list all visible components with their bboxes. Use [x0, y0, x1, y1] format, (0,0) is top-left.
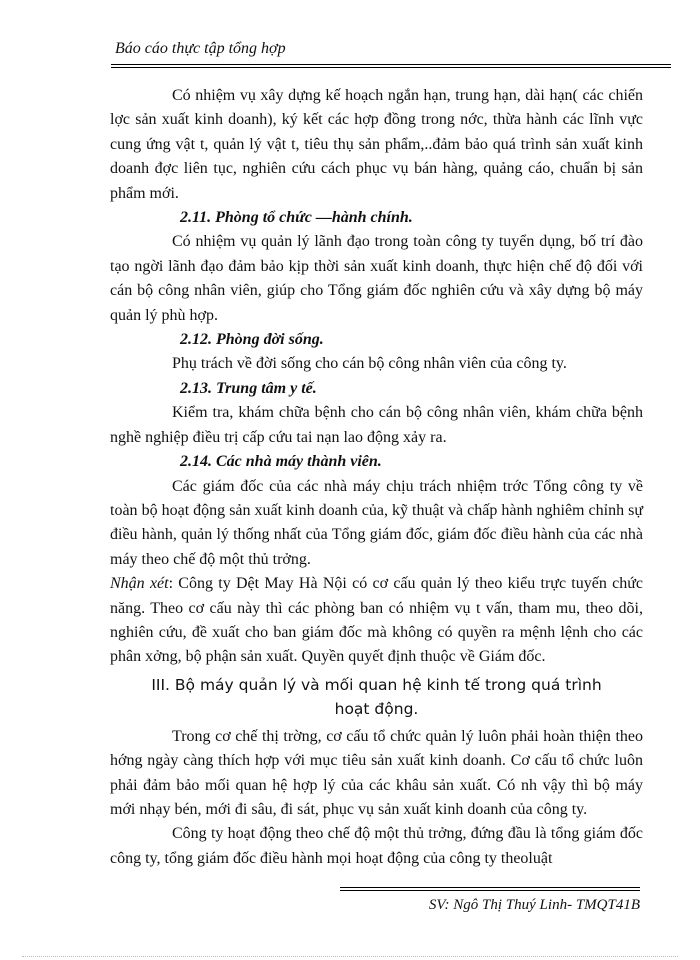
footer-rule: [340, 887, 640, 888]
paragraph-remark: [110, 572, 643, 670]
paragraph-medical-duties: Kiểm tra, khám chữa bệnh cho cán bộ công nhân viên, khám chữa bệnh nghề nghiệp điều trị cấp cứu tai nạn lao động xảy ra.: [110, 404, 643, 446]
paragraph-living-duties: Phụ trách về đời sống cho cán bộ công nhân viên của công ty.: [172, 355, 567, 373]
section-3-title-line1: III. Bộ máy quản lý và mối quan hệ kinh tế trong quá trình: [151, 675, 602, 694]
paragraph-market-mechanism: Trong cơ chế thị trờng, cơ cấu tổ chức quản lý luôn phải hoàn thiện theo hớng ngày càng thích hợp với mục tiêu sản xuất kinh doanh. Cơ cấu tổ chức luôn phải đảm bảo mối quan hệ hợp lý của các khâu sản xuất. Có nh vậy thì bộ máy mới nhạy bén, mới đi sâu, đi sát, phục vụ sản xuất kinh doanh của công ty.: [110, 727, 643, 818]
section-3-title-line2: hoạt động.: [334, 699, 419, 718]
paragraph-single-leader: Công ty hoạt động theo chế độ một thủ trởng, đứng đầu là tổng giám đốc công ty, tổng giám đốc điều hành mọi hoạt động của công ty theoluật: [110, 825, 643, 867]
heading-2-13: 2.13. Trung tâm y tế.: [180, 379, 317, 397]
remark-text: : Công ty Dệt May Hà Nội có cơ cấu quản lý theo kiểu trực tuyến chức năng. Theo cơ cấu này thì các phòng ban có nhiệm vụ t vấn, tham mu, theo dõi, nghiên cứu, đề xuất cho ban giám đốc mà không có quyền ra mệnh lệnh cho các phân xởng, bộ phận sản xuất. Quyền quyết định thuộc về Giám đốc.: [110, 575, 643, 666]
paragraph-factory-duties: Các giám đốc của các nhà máy chịu trách nhiệm trớc Tổng công ty về toàn bộ hoạt động sản xuất kinh doanh của, kỹ thuật và chấp hành nghiêm chỉnh sự điều hành, quản lý thống nhất của Tổng giám đốc, giám đốc điều hành của các nhà máy theo chế độ một thủ trởng.: [110, 477, 643, 568]
footer-rule-double: [340, 890, 640, 891]
header-rule-double: [111, 67, 671, 68]
footer-author: SV: Ngô Thị Thuý Linh- TMQT41B: [428, 897, 640, 913]
document-body: [110, 84, 643, 871]
page-footer: [340, 887, 640, 927]
heading-2-12: 2.12. Phòng đời sống.: [180, 331, 324, 349]
heading-2-11: 2.11. Phòng tổ chức —hành chính.: [180, 209, 413, 227]
heading-2-14: 2.14. Các nhà máy thành viên.: [180, 453, 382, 471]
paragraph-organization-duties: Có nhiệm vụ quản lý lãnh đạo trong toàn công ty tuyển dụng, bố trí đào tạo ngời lãnh đạo đảm bảo kịp thời sản xuất kinh doanh, thực hiện chế độ đối với cán bộ công nhân viên, giúp cho Tổng giám đốc nghiên cứu và xây dựng bộ máy quản lý phù hợp.: [110, 233, 643, 324]
page-header: [111, 38, 671, 68]
section-3-title: [110, 673, 643, 721]
header-rule: [111, 64, 671, 65]
remark-label: Nhận xét: [110, 575, 169, 593]
header-title: Báo cáo thực tập tổng hợp: [115, 40, 286, 57]
page-edge-divider: [22, 956, 678, 957]
paragraph-planning-duties: Có nhiệm vụ xây dựng kế hoạch ngắn hạn, trung hạn, dài hạn( các chiến lợc sản xuất kinh doanh), ký kết các hợp đồng trong nớc, thừa hành các lĩnh vực cung ứng vật t, quản lý vật t, tiêu thụ sản phẩm,..đảm bảo quá trình sản xuất kinh doanh đợc liên tục, nghiên cứu cách phục vụ bán hàng, quảng cáo, chuẩn bị sản phẩm mới.: [110, 87, 643, 202]
